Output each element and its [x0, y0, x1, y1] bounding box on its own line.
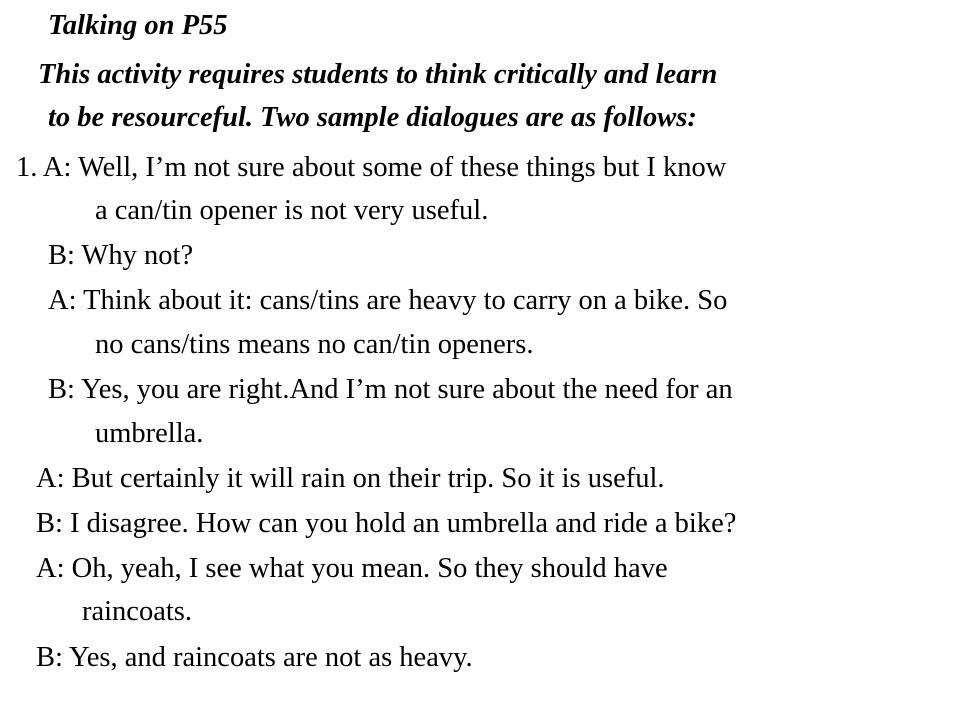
dialogue-line-8: A: But certainly it will rain on their trip. So it is useful.	[36, 463, 665, 494]
dialogue-line-6: B: Yes, you are right.And I’m not sure about the need for an	[48, 374, 733, 405]
intro-line-2: to be resourceful. Two sample dialogues are as follows:	[48, 102, 697, 133]
dialogue-line-9: B: I disagree. How can you hold an umbrella and ride a bike?	[36, 508, 737, 539]
dialogue-line-5: no cans/tins means no can/tin openers.	[95, 329, 534, 360]
dialogue-line-10: A: Oh, yeah, I see what you mean. So they should have	[36, 553, 668, 584]
intro-line-1: This activity requires students to think critically and learn	[38, 59, 718, 90]
dialogue-line-4: A: Think about it: cans/tins are heavy to carry on a bike. So	[48, 285, 728, 316]
dialogue-line-11: raincoats.	[82, 596, 192, 627]
dialogue-line-7: umbrella.	[95, 418, 204, 449]
dialogue-line-12: B: Yes, and raincoats are not as heavy.	[36, 642, 473, 673]
dialogue-line-3: B: Why not?	[48, 240, 194, 271]
dialogue-line-1: 1. A: Well, I’m not sure about some of these things but I know	[16, 152, 727, 183]
dialogue-line-2: a can/tin opener is not very useful.	[95, 195, 489, 226]
slide-title: Talking on P55	[48, 10, 228, 41]
